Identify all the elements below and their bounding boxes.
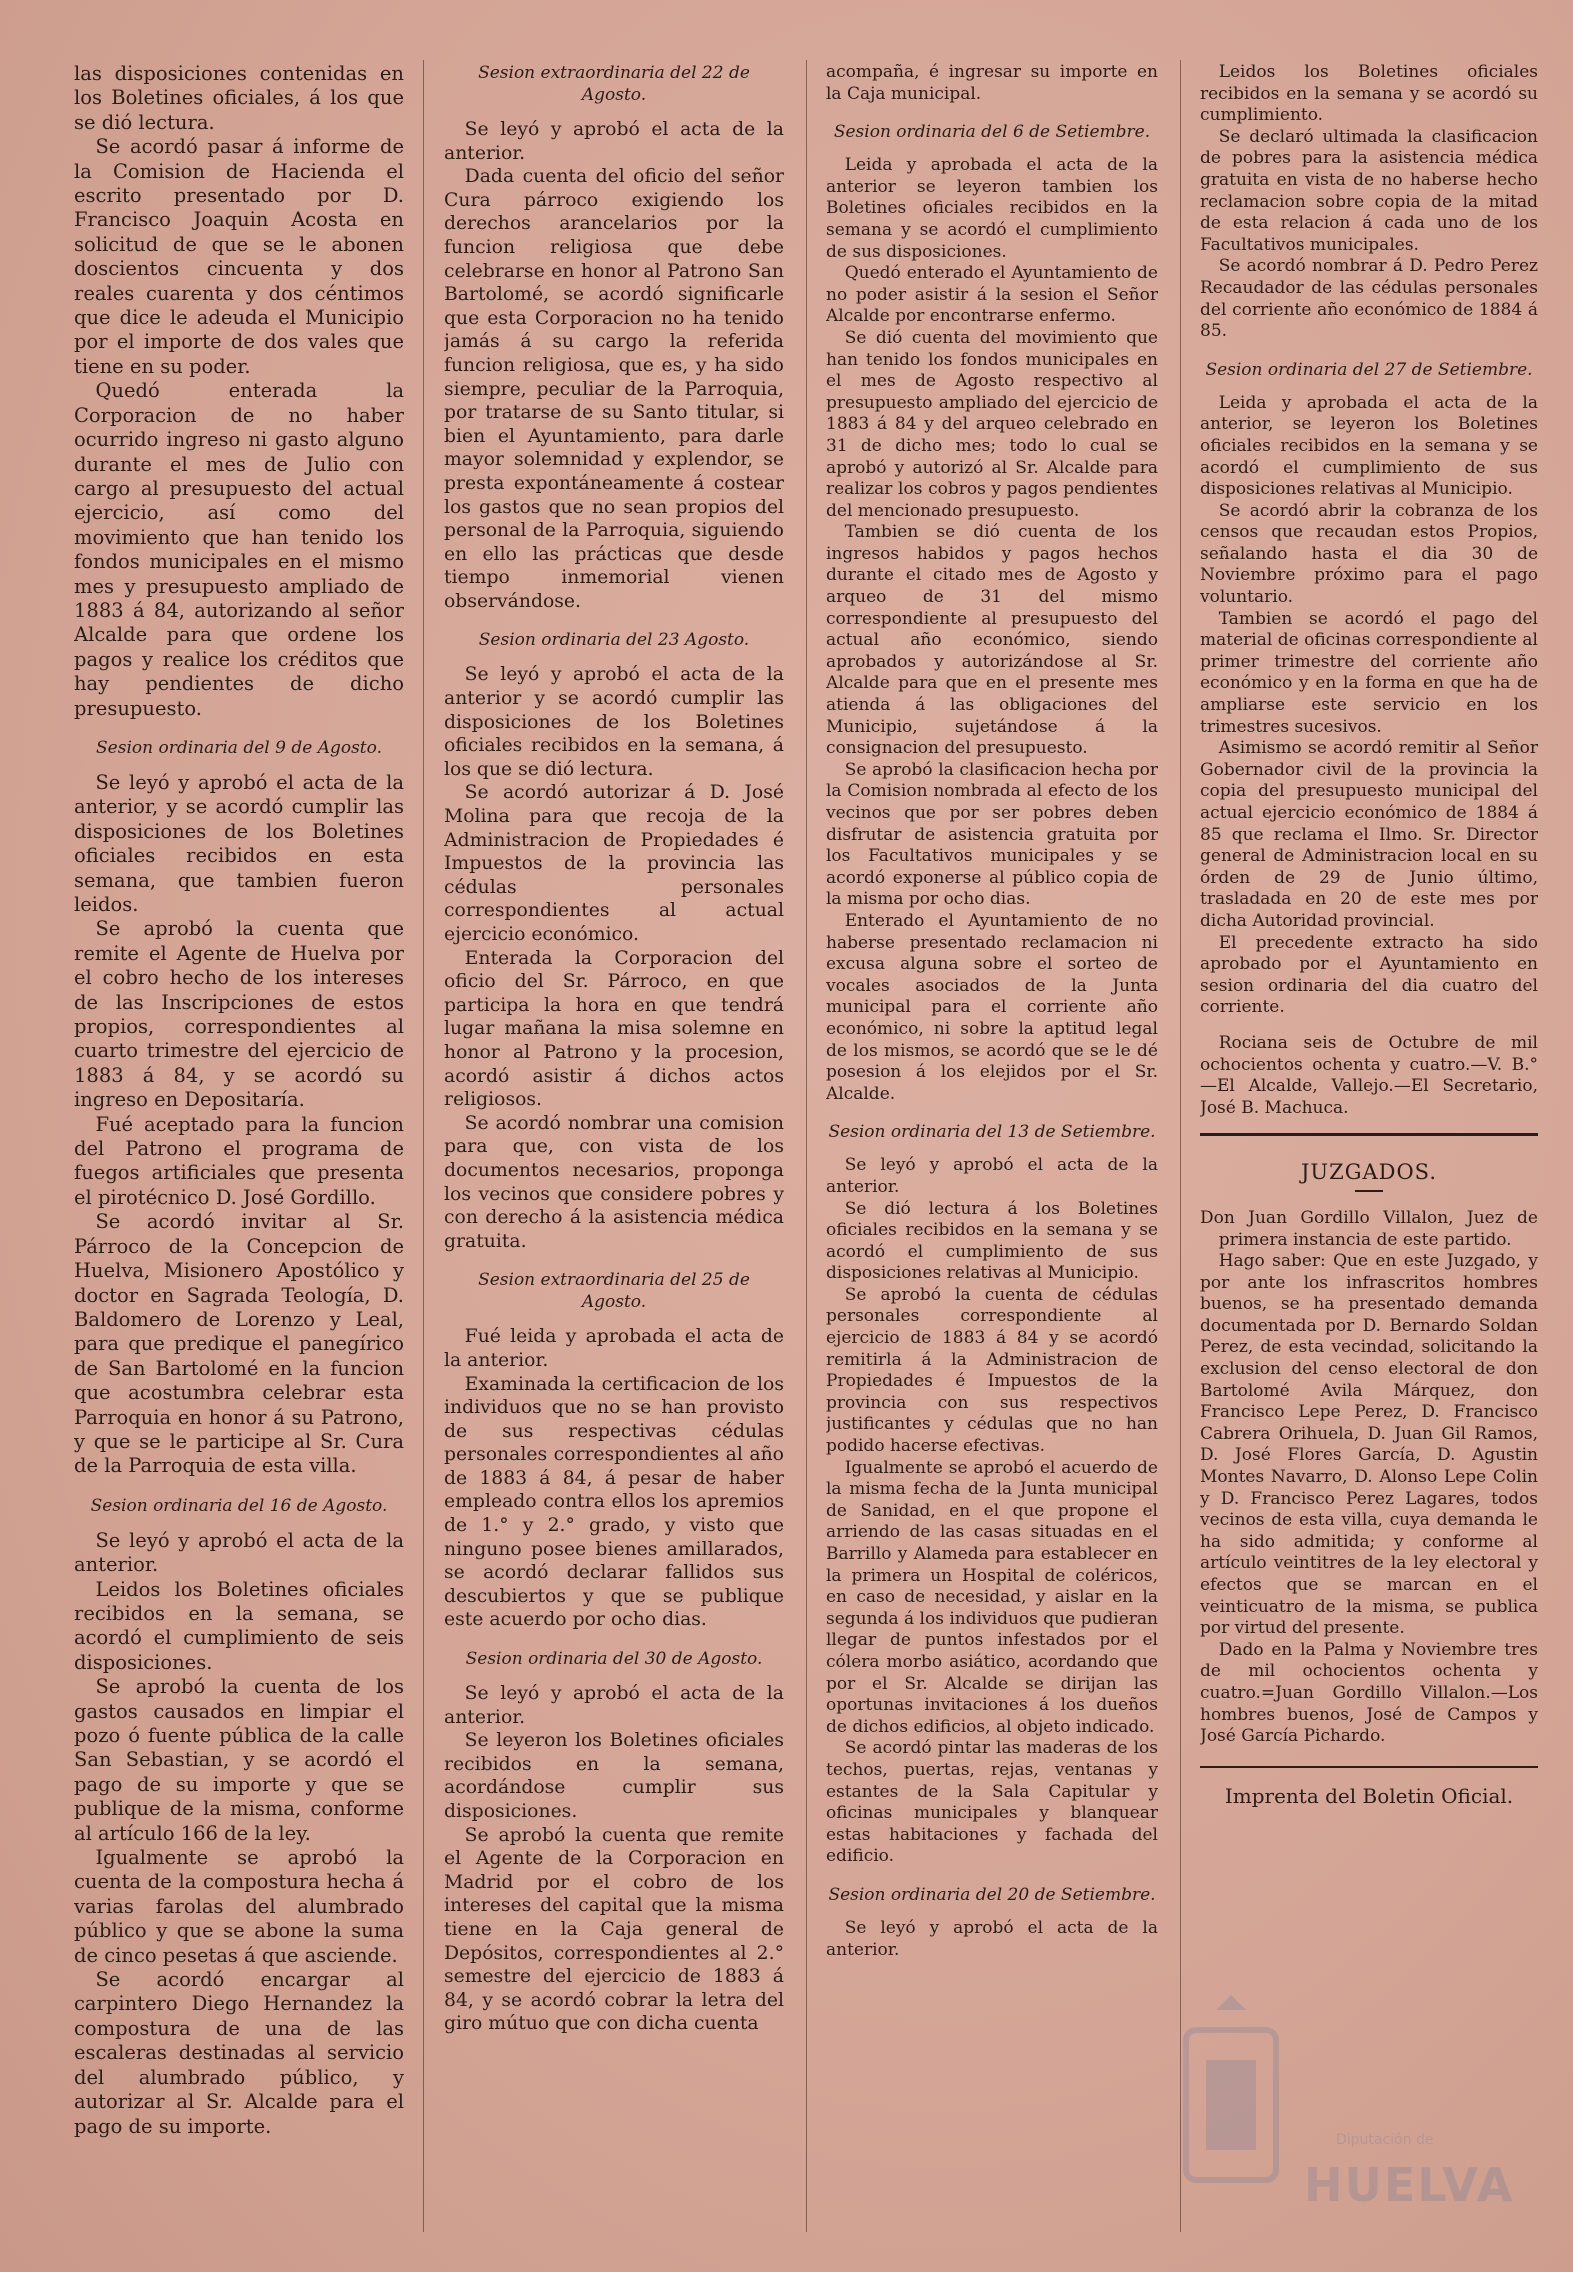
session-heading: Sesion extraordinaria del 25 de Agosto.	[478, 1270, 750, 1313]
column-rule	[806, 60, 807, 2232]
paragraph: Se acordó pintar las maderas de los techos, puertas, rejas, ventanas y estantes de la Sala Capitular y oficinas municipales y blanquear estas habitaciones y fachada del edificio.	[826, 1738, 1158, 1867]
paragraph: acompaña, é ingresar su importe en la Caja municipal.	[826, 62, 1158, 104]
paragraph: Leida y aprobada el acta de la anterior, se leyeron los Boletines oficiales recibidos en la semana y se acordó el cumplimiento de sus disposiciones relativas al Municipio.	[1200, 392, 1538, 500]
paragraph: Se aprobó la cuenta que remite el Agente de la Corporacion en Madrid por el cobro de los intereses del capital que la misma tiene en la Caja general de Depósitos, correspondientes al 2.° semestre del ejercicio de 1883 á 84, y se acordó cobrar la letra del giro mútuo que con dicha cuenta	[444, 1824, 784, 2035]
column-rule	[423, 60, 424, 2232]
paragraph: Se declaró ultimada la clasificacion de pobres para la asistencia médica gratuita en vista de no haberse hecho reclamacion sobre copia de la mitad de esta relacion á cada uno de los Facultativos municipales.	[1200, 126, 1538, 255]
paragraph: Dada cuenta del oficio del señor Cura párroco exigiendo los derechos arancelarios por la funcion religiosa que debe celebrarse en honor al Patrono San Bartolomé, se acordó significarle que esta Corporacion no ha tenido jamás á su cargo la referida funcion religiosa, que es, y ha sido siempre, peculiar de la Parroquia, por tratarse de su Santo titular, si bien el Ayuntamiento, para darle mayor solemnidad y explendor, se presta expontáneamente á costear los gastos que no sean propios del personal de la Parroquia, siguiendo en ello las prácticas que desde tiempo inmemorial vienen observándose.	[444, 166, 784, 612]
paragraph: Tambien se dió cuenta de los ingresos habidos y pagos hechos durante el citado mes de Agosto y arqueo de 31 del mismo correspondiente al presupuesto del actual año económico, siendo aprobados y autorizándose al Sr. Alcalde para que en el presente mes atienda á las obligaciones del Municipio, sujetándose á la consignacion del presupuesto.	[826, 522, 1158, 759]
section-divider	[1200, 1133, 1538, 1136]
column-1	[74, 62, 404, 2242]
session-heading: Sesion extraordinaria del 22 de Agosto.	[478, 63, 750, 105]
session-heading: Sesion ordinaria del 16 de Agosto.	[90, 1495, 388, 1516]
paragraph: Se acordó pasar á informe de la Comision de Hacienda el escrito presentado por D. Francisco Joaquin Acosta en solicitud de que se le abonen doscientos cincuenta y dos reales cuarenta y dos céntimos que dice le adeuda el Municipio por el importe de dos vales que tiene en su poder.	[74, 135, 404, 378]
session-heading: Sesion ordinaria del 23 Agosto.	[478, 630, 750, 651]
paragraph: Examinada la certificacion de los individuos que no se han provisto de sus respectivas cédulas personales correspondientes al año de 1883 á 84, á pesar de haber empleado contra ellos los apremios de 1.° y 2.° grado, y visto que ninguno posee bienes amillarados, se acordó declarar fallidos sus descubiertos y que se publique este acuerdo por ocho dias.	[444, 1373, 784, 1631]
paragraph: Leida y aprobada el acta de la anterior se leyeron tambien los Boletines oficiales recibidos en la semana y se acordó el cumplimiento de sus disposiciones.	[826, 155, 1158, 262]
session-heading: Sesion ordinaria del 9 de Agosto.	[96, 737, 382, 758]
session-heading: Sesion ordinaria del 30 de Agosto.	[465, 1649, 763, 1670]
column-4	[1200, 62, 1538, 2242]
watermark-subtitle: Diputación de	[1336, 2132, 1434, 2148]
signoff: Rociana seis de Octubre de mil ochocientos ochenta y cuatro.—V. B.° —El Alcalde, Vallejo.—El Secretario, José B. Machuca.	[1200, 1032, 1538, 1118]
paragraph: Hago saber: Que en este Juzgado, y por ante los infrascritos hombres buenos, se ha presentado demanda documentada por D. Bernardo Soldan Perez, de esta vecindad, solicitando la exclusion del censo electoral de don Bartolomé Avila Márquez, don Francisco Lepe Perez, D. Francisco Cabrera Orihuela, D. Juan Gil Ramos, D. José Flores García, D. Agustin Montes Navarro, D. Alonso Lepe Colin y D. Francisco Perez Lagares, todos vecinos de esta villa, cuya demanda le ha sido admitida; y conforme al artículo veintitres de la ley electoral y efectos que se marcan en el veinticuatro de la misma, se publica por virtud del presente.	[1200, 1251, 1538, 1639]
session-heading: Sesion ordinaria del 13 de Setiembre.	[828, 1122, 1156, 1143]
column-2	[444, 62, 784, 2242]
paragraph: Se leyó y aprobó el acta de la anterior, y se acordó cumplir las disposiciones de los Boletines oficiales recibidos en esta semana, que tambien fueron leidos.	[74, 770, 404, 916]
paragraph: Quedó enterada la Corporacion de no haber ocurrido ingreso ni gasto alguno durante el mes de Julio con cargo al presupuesto del actual ejercicio, así como del movimiento que han tenido los fondos municipales en el mismo mes y presupuesto ampliado de 1883 á 84, autorizando al señor Alcalde para que ordene los pagos y realice los créditos que hay pendientes de dicho presupuesto.	[74, 379, 404, 720]
coat-of-arms-icon	[1176, 1990, 1296, 2190]
paragraph: Se acordó nombrar á D. Pedro Perez Recaudador de las cédulas personales del corriente año económico de 1884 á 85.	[1200, 256, 1538, 342]
section-divider	[1200, 1766, 1538, 1768]
paragraph: Se leyeron los Boletines oficiales recibidos en la semana, acordándose cumplir sus disposiciones.	[444, 1730, 784, 1822]
paragraph: Enterada la Corporacion del oficio del Sr. Párroco, en que participa la hora en que tendrá lugar mañana la misa solemne en honor al Patrono y la procesion, acordó asistir á dichos actos religiosos.	[444, 947, 784, 1111]
watermark-word: HUELVA	[1304, 2158, 1515, 2212]
paragraph: Fué leida y aprobada el acta de la anterior.	[444, 1326, 784, 1371]
paragraph: Enterado el Ayuntamiento de no haberse presentado reclamacion ni excusa alguna sobre el sorteo de vocales asociados de la Junta municipal para el corriente año económico, ni sobre la aptitud legal de los mismos, se acordó que se le dé posesion á los elejidos por el Sr. Alcalde.	[826, 910, 1158, 1104]
paragraph: Se aprobó la cuenta de cédulas personales correspondiente al ejercicio de 1883 á 84 y se acordó remitirla á la Administracion de Propiedades é Impuestos de la provincia con sus respectivos justificantes y cédulas que no han podido hacerse efectivas.	[826, 1284, 1158, 1457]
title-dash	[1355, 1190, 1383, 1192]
column-rule	[1180, 60, 1181, 2232]
paragraph: Igualmente se aprobó la cuenta de la compostura hecha á varias farolas del alumbrado público y que se abone la suma de cinco pesetas á que asciende.	[74, 1846, 404, 1967]
paragraph: Se leyó y aprobó el acta de la anterior.	[74, 1528, 404, 1577]
paragraph: Se aprobó la cuenta de los gastos causados en limpiar el pozo ó fuente pública de la calle San Sebastian, y se acordó el pago de su importe y que se publique de la misma, conforme al artículo 166 de la ley.	[74, 1675, 404, 1845]
paragraph: Leidos los Boletines oficiales recibidos en la semana, se acordó el cumplimiento de seis disposiciones.	[74, 1577, 404, 1674]
paragraph: Don Juan Gordillo Villalon, Juez de primera instancia de este partido.	[1200, 1207, 1538, 1250]
paragraph: Se acordó nombrar una comision para que, con vista de los documentos necesarios, proponga los vecinos que considere pobres y con derecho á la asistencia médica gratuita.	[444, 1112, 784, 1252]
paragraph: Se acordó autorizar á D. José Molina para que recoja de la Administracion de Propiedades é Impuestos de la provincia las cédulas personales correspondientes al actual ejercicio económico.	[444, 782, 784, 945]
paragraph: El precedente extracto ha sido aprobado por el Ayuntamiento en sesion ordinaria del dia cuatro del corriente.	[1200, 932, 1538, 1018]
paragraph: las disposiciones contenidas en los Boletines oficiales, á los que se dió lectura.	[74, 62, 404, 134]
paragraph: Se aprobó la clasificacion hecha por la Comision nombrada al efecto de los vecinos que por ser pobres deben disfrutar de asistencia gratuita por los Facultativos municipales y se acordó exponerse al público copia de la misma por ocho dias.	[826, 759, 1158, 910]
paragraph: Se leyó y aprobó el acta de la anterior.	[444, 119, 784, 164]
section-title: JUZGADOS.	[1300, 1160, 1437, 1185]
paragraph: Se leyó y aprobó el acta de la anterior.	[444, 1683, 784, 1728]
paragraph: Se leyó y aprobó el acta de la anterior y se acordó cumplir las disposiciones de los Boletines oficiales recibidos en la semana, á los que se dió lectura.	[444, 664, 784, 780]
paragraph: Se dió lectura á los Boletines oficiales recibidos en la semana y se acordó el cumplimiento de sus disposiciones relativas al Municipio.	[826, 1198, 1158, 1284]
paragraph: Se aprobó la cuenta que remite el Agente de Huelva por el cobro hecho de los intereses de las Inscripciones de estos propios, correspondientes al cuarto trimestre del ejercicio de 1883 á 84, y se acordó su ingreso en Depositaría.	[74, 917, 404, 1112]
paragraph: Leidos los Boletines oficiales recibidos en la semana y se acordó su cumplimiento.	[1200, 62, 1538, 126]
paragraph: Se acordó encargar al carpintero Diego Hernandez la compostura de una de las escaleras destinadas al servicio del alumbrado público, y autorizar al Sr. Alcalde para el pago de su importe.	[74, 1968, 404, 2138]
paragraph: Se acordó abrir la cobranza de los censos que recaudan estos Propios, señalando hasta el dia 30 de Noviembre próximo para el pago voluntario.	[1200, 500, 1538, 608]
paragraph: Dado en la Palma y Noviembre tres de mil ochocientos ochenta y cuatro.=Juan Gordillo Villalon.—Los hombres buenos, José de Campos y José García Pichardo.	[1200, 1639, 1538, 1747]
paragraph: Se acordó invitar al Sr. Párroco de la Concepcion de Huelva, Misionero Apostólico y doctor en Sagrada Teología, D. Baldomero de Lorenzo y Leal, para que predique el panegírico de San Bartolomé en la funcion que acostumbra celebrar esta Parroquia en honor á su Patrono, y que se le participe al Sr. Cura de la Parroquia de esta villa.	[74, 1210, 404, 1478]
paragraph: Fué aceptado para la funcion del Patrono el programa de fuegos artificiales que presenta el pirotécnico D. José Gordillo.	[74, 1112, 404, 1209]
paragraph: Igualmente se aprobó el acuerdo de la misma fecha de la Junta municipal de Sanidad, en el que propone el arriendo de las casas situadas en el Barrillo y Alameda para establecer en la primera un Hospital de coléricos, en caso de necesidad, y aislar en la segunda á los individuos que pudieran llegar de puntos infestados por el cólera morbo asiático, acordando que por el Sr. Alcalde se dirijan las oportunas invitaciones á los dueños de dichos edificios, al objeto indicado.	[826, 1457, 1158, 1737]
column-3	[826, 62, 1158, 2242]
paragraph: Quedó enterado el Ayuntamiento de no poder asistir á la sesion el Señor Alcalde por encontrarse enfermo.	[826, 263, 1158, 327]
paragraph: Se leyó y aprobó el acta de la anterior.	[826, 1917, 1158, 1960]
paragraph: Se dió cuenta del movimiento que han tenido los fondos municipales en el mes de Agosto respectivo al presupuesto ampliado del ejercicio de 1883 á 84 y del arqueo celebrado en 31 de dicho mes; todo lo cual se aprobó y autorizó al Sr. Alcalde para realizar los cobros y pagos pendientes del mencionado presupuesto.	[826, 327, 1158, 521]
paragraph: Asimismo se acordó remitir al Señor Gobernador civil de la provincia la copia del presupuesto municipal del actual ejercicio económico de 1884 á 85 que reclama el Ilmo. Sr. Director general de Administracion local en su órden de 29 de Junio último, trasladada en 20 de este mes por dicha Autoridad provincial.	[1200, 738, 1538, 931]
session-heading: Sesion ordinaria del 20 de Setiembre.	[828, 1884, 1156, 1905]
paragraph: Se leyó y aprobó el acta de la anterior.	[826, 1155, 1158, 1197]
paragraph: Tambien se acordó el pago del material de oficinas correspondiente al primer trimestre del corriente año económico y en la forma en que ha de ampliarse este servicio en los trimestres sucesivos.	[1200, 608, 1538, 737]
printer-imprint: Imprenta del Boletin Oficial.	[1224, 1783, 1514, 1808]
archive-watermark	[1176, 1990, 1515, 2240]
session-heading: Sesion ordinaria del 6 de Setiembre.	[833, 122, 1151, 143]
session-heading: Sesion ordinaria del 27 de Setiembre.	[1205, 359, 1533, 380]
